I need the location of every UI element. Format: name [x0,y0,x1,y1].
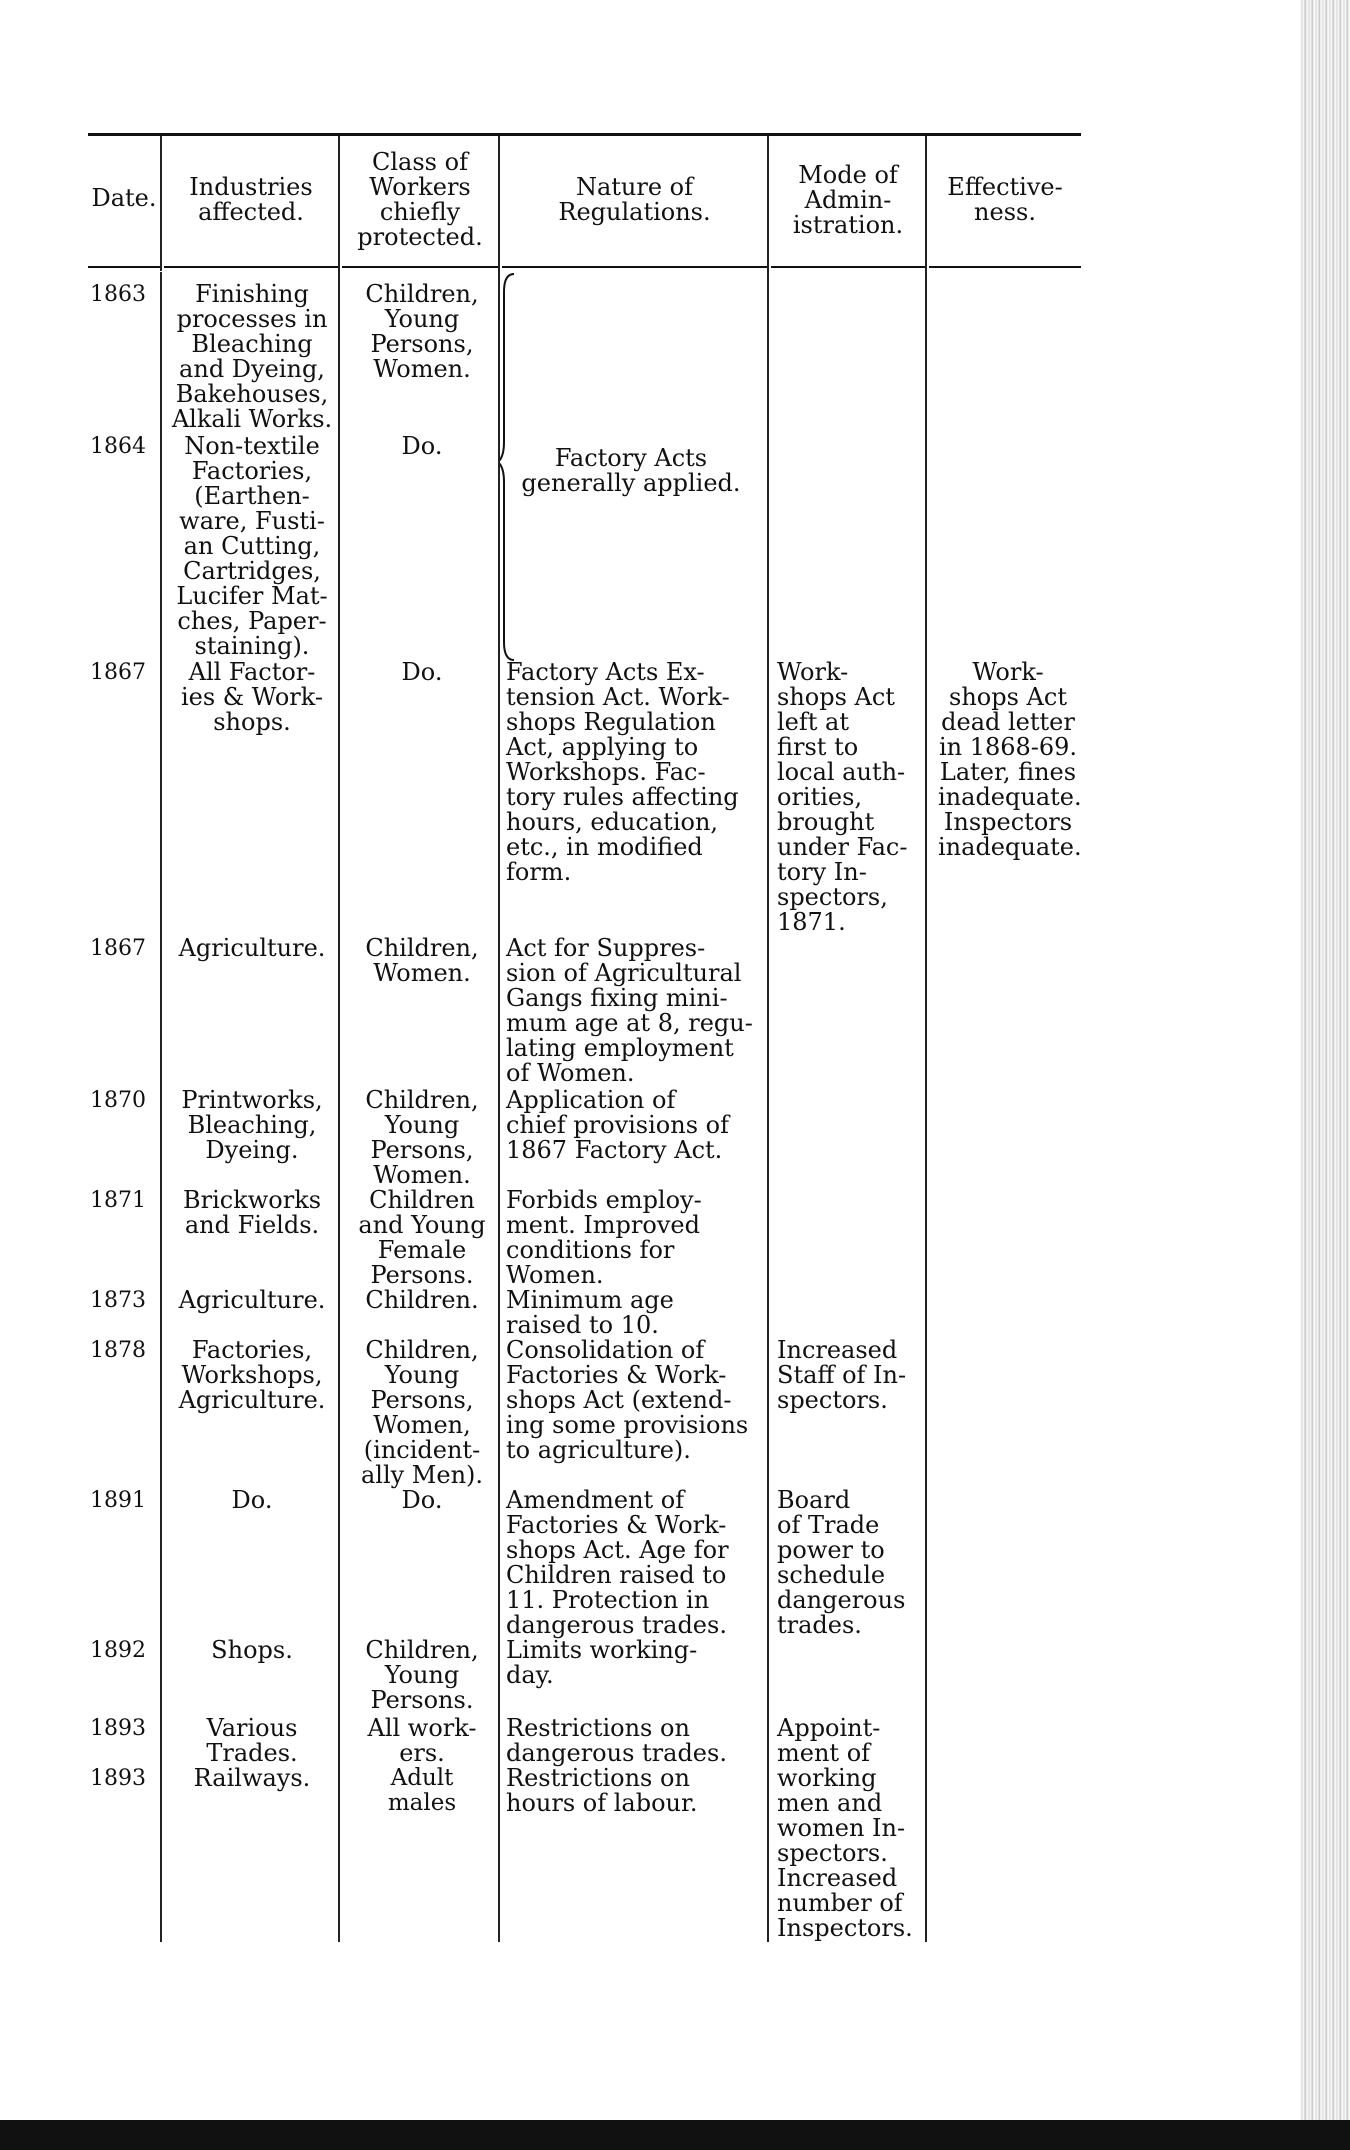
row-regulations: Minimum age raised to 10. [506,1286,674,1339]
header-rule [164,266,338,268]
row-industries: All Factor- ies & Work- shops. [180,658,323,736]
row-regulations: Restrictions on dangerous trades. [506,1714,727,1767]
row-regulations: Amendment of Factories & Work- shops Act. Age for Children raised to 11. Protection in dangerous trades. [506,1486,729,1639]
row-workers: Children, Young Persons, Women. [365,280,479,383]
header-rule [771,266,925,268]
row-effectiveness: Work- shops Act dead letter in 1868-69. Later, fines inadequate. Inspectors inadequate. [938,658,1082,861]
row-industries: Shops. [211,1636,293,1664]
row-industries: Railways. [193,1764,311,1792]
header-regulations: Nature of Regulations. [558,173,711,226]
column-divider [767,136,769,1942]
row-date: 1863 [90,282,146,307]
row-workers: Adult males [387,1765,457,1816]
column-divider [160,136,162,271]
row-regulations: Factory Acts generally applied. [521,444,741,497]
row-date: 1864 [90,434,146,459]
row-date: 1893 [90,1766,146,1791]
table-top-rule [88,133,1081,136]
row-workers: Children. [365,1286,479,1314]
header-workers: Class of Workers chiefly protected. [357,148,483,251]
row-workers: Children, Young Persons, Women, (incident- ally Men). [360,1336,484,1489]
header-rule [342,266,498,268]
header-administration: Mode of Admin- istration. [792,161,904,239]
row-date: 1871 [90,1188,146,1213]
row-regulations: Application of chief provisions of 1867 Factory Act. [506,1086,729,1164]
row-date: 1873 [90,1288,146,1313]
row-industries: Non-textile Factories, (Earthen- ware, Fusti- an Cutting, Cartridges, Lucifer Mat- ches, Paper- staining). [176,432,328,660]
row-workers: Do. [401,432,443,460]
row-industries: Agriculture. [178,934,326,962]
row-date: 1870 [90,1088,146,1113]
row-administration: Work- shops Act left at first to local auth- orities, brought under Fac- tory In- spectors, 1871. [777,658,908,936]
row-workers: Children and Young Female Persons. [358,1186,486,1289]
row-industries: Agriculture. [178,1286,326,1314]
row-industries: Brickworks and Fields. [182,1186,322,1239]
row-industries: Finishing processes in Bleaching and Dyeing, Bakehouses, Alkali Works. [171,280,333,433]
row-workers: Children, Young Persons. [365,1636,479,1714]
column-divider [925,136,927,1942]
row-workers: Do. [401,1486,443,1514]
row-date: 1893 [90,1716,146,1741]
row-workers: Do. [401,658,443,686]
row-administration: Appoint- ment of working men and women In- spectors. Increased number of Inspectors. [777,1714,913,1942]
row-industries: Various Trades. [206,1714,298,1767]
column-divider [160,272,162,1942]
row-workers: Children, Young Persons, Women. [365,1086,479,1189]
column-divider [338,136,340,1942]
row-date: 1892 [90,1638,146,1663]
row-workers: Children, Women. [365,934,479,987]
row-regulations: Forbids employ- ment. Improved conditions for Women. [506,1186,702,1289]
row-workers: All work- ers. [367,1714,477,1767]
row-industries: Factories, Workshops, Agriculture. [178,1336,326,1414]
row-administration: Board of Trade power to schedule dangerous trades. [777,1486,906,1639]
page-edge-shadow [1300,0,1350,2150]
header-effectiveness: Effective- ness. [947,173,1063,226]
header-rule [929,266,1081,268]
header-industries: Industries affected. [189,173,313,226]
row-regulations: Consolidation of Factories & Work- shops Act (extend- ing some provisions to agriculture). [506,1336,749,1464]
row-industries: Do. [231,1486,273,1514]
row-date: 1867 [90,660,146,685]
row-regulations: Factory Acts Ex- tension Act. Work- shops Regulation Act, applying to Workshops. Fac- tory rules affecting hours, education, etc., in modified form. [506,658,739,886]
row-date: 1891 [90,1488,146,1513]
scan-bottom-border [0,2120,1350,2150]
row-regulations: Restrictions on hours of labour. [506,1764,698,1817]
row-administration: Increased Staff of In- spectors. [777,1336,907,1414]
row-regulations: Limits working- day. [506,1636,698,1689]
header-date: Date. [91,184,157,212]
row-date: 1878 [90,1338,146,1363]
header-rule [502,266,767,268]
row-regulations: Act for Suppres- sion of Agricultural Gangs fixing mini- mum age at 8, regu- lating employment of Women. [506,934,753,1087]
row-industries: Printworks, Bleaching, Dyeing. [181,1086,323,1164]
header-rule [88,266,160,268]
row-date: 1867 [90,936,146,961]
